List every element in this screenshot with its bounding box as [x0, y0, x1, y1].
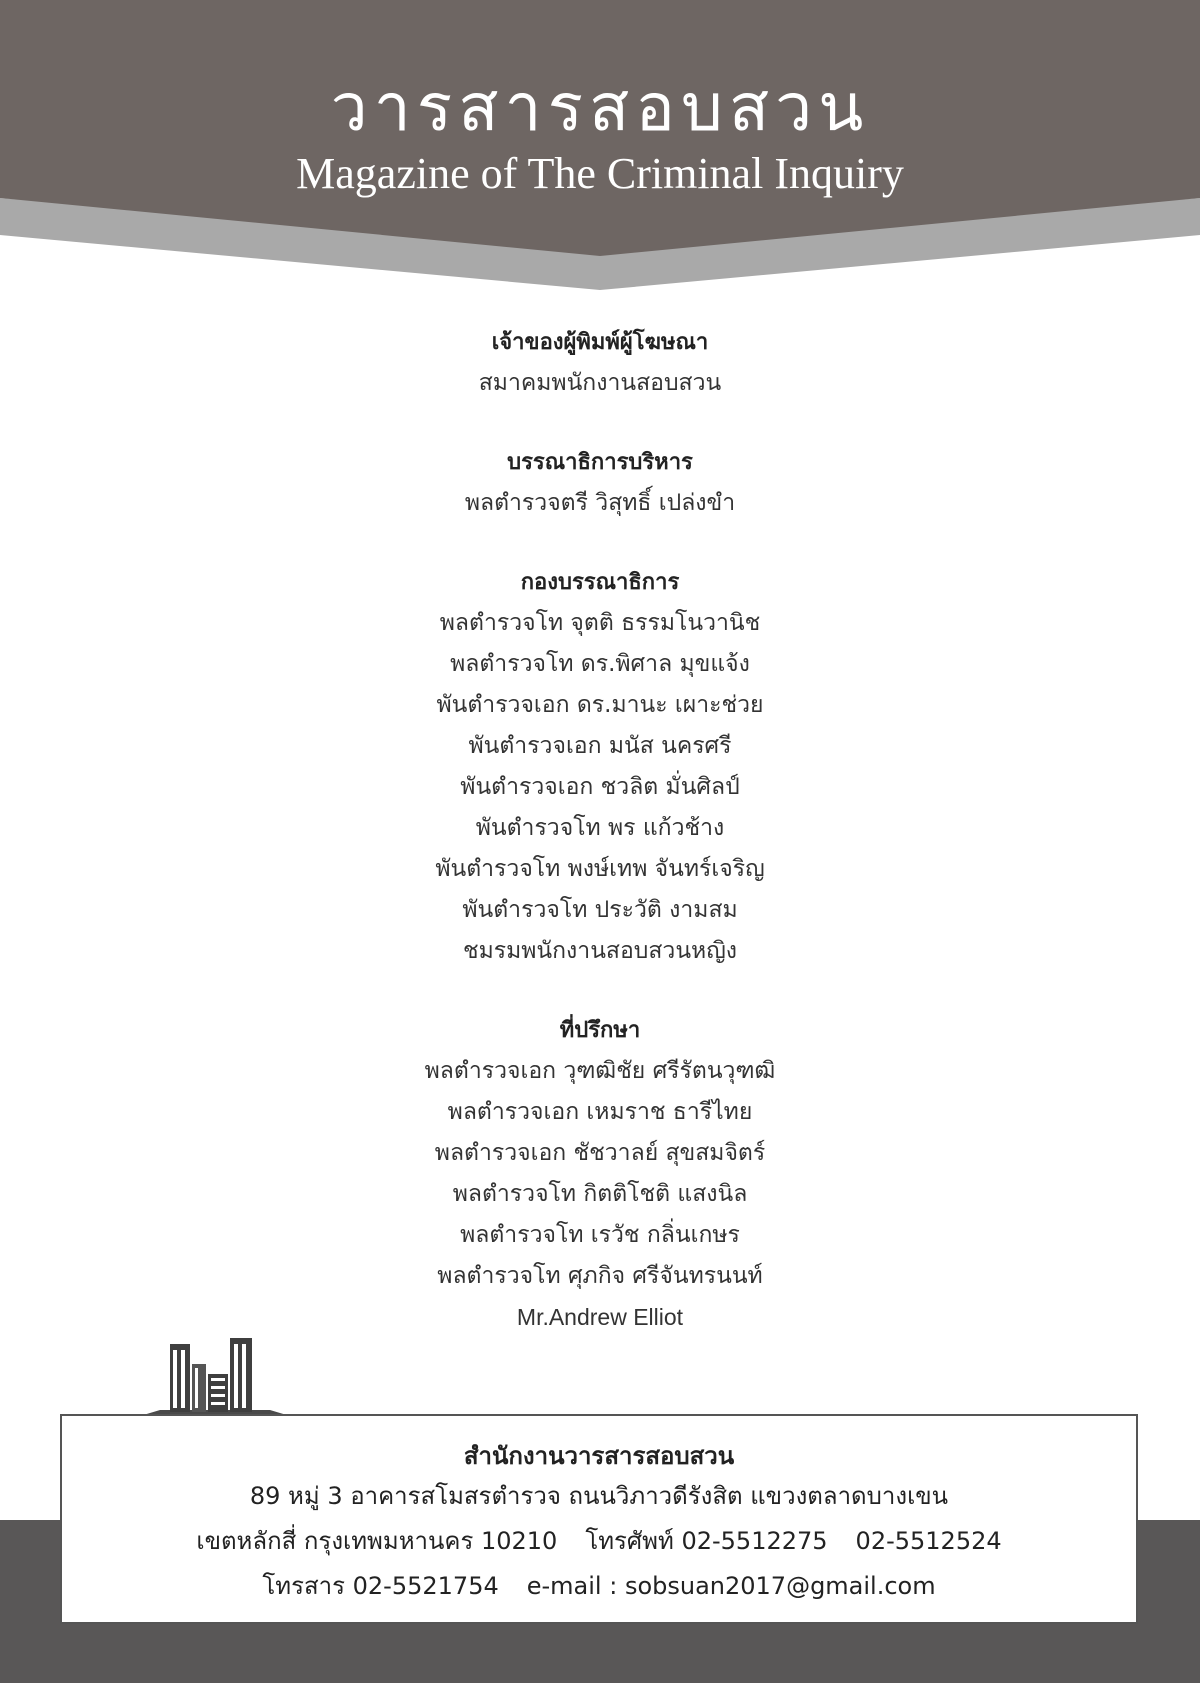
credit-line: พลตำรวจตรี วิสุทธิ์ เปล่งขำ — [464, 490, 736, 516]
credits — [0, 322, 1200, 1376]
section-heading: กองบรรณาธิการ — [520, 570, 680, 595]
phone-label: โทรศัพท์ — [585, 1527, 674, 1555]
credit-line: พลตำรวจโท จุตติ ธรรมโนวานิช — [439, 610, 761, 636]
credit-line: พลตำรวจเอก เหมราช ธารีไทย — [447, 1099, 753, 1125]
credit-line: พลตำรวจโท เรวัช กลิ่นเกษร — [460, 1222, 740, 1248]
credit-line: พลตำรวจโท ศุภกิจ ศรีจันทรนนท์ — [437, 1263, 763, 1289]
header-banner — [0, 0, 1200, 300]
credit-line: สมาคมพนักงานสอบสวน — [478, 370, 722, 396]
email-address[interactable]: sobsuan2017@gmail.com — [624, 1572, 936, 1600]
office-name: สำนักงานวารสารสอบสวน — [463, 1442, 735, 1470]
phone-number-2: 02-5512524 — [855, 1527, 1002, 1555]
fax-email-line — [62, 1564, 1136, 1609]
buildings-illustration — [140, 1338, 290, 1422]
magazine-title-english: Magazine of The Criminal Inquiry — [296, 149, 904, 198]
credit-line: พันตำรวจเอก ดร.มานะ เผาะช่วย — [436, 692, 764, 718]
credit-line: พลตำรวจเอก วุฑฒิชัย ศรีรัตนวุฑฒิ — [424, 1058, 776, 1084]
email-label: e-mail : — [526, 1572, 618, 1600]
credit-line: ชมรมพนักงานสอบสวนหญิง — [462, 938, 738, 964]
contact-box — [60, 1414, 1138, 1624]
section-owner — [0, 322, 1200, 404]
buildings-icon — [140, 1338, 290, 1418]
section-advisors — [0, 1010, 1200, 1338]
section-heading: บรรณาธิการบริหาร — [507, 450, 693, 475]
fax-label: โทรสาร — [262, 1572, 345, 1600]
credit-line: พันตำรวจโท พร แก้วช้าง — [475, 815, 725, 841]
credit-line: พันตำรวจเอก ชวลิต มั่นศิลป์ — [460, 774, 740, 800]
credit-line: พลตำรวจโท กิตติโชติ แสงนิล — [452, 1181, 748, 1207]
section-editorial-board — [0, 562, 1200, 972]
credit-line: พลตำรวจโท ดร.พิศาล มุขแจ้ง — [450, 651, 750, 677]
section-executive-editor — [0, 442, 1200, 524]
phone-number-1: 02-5512275 — [681, 1527, 828, 1555]
fax-number: 02-5521754 — [352, 1572, 499, 1600]
magazine-title-thai: วารสารสอบสวน — [330, 69, 870, 146]
address-line-2: เขตหลักสี่ กรุงเทพมหานคร 10210 — [196, 1527, 558, 1555]
address-line-1: 89 หมู่ 3 อาคารสโมสรตำรวจ ถนนวิภาวดีรังสิต แขวงตลาดบางเขน — [249, 1482, 949, 1510]
credit-line: พันตำรวจเอก มนัส นครศรี — [468, 733, 732, 759]
section-heading: เจ้าของผู้พิมพ์ผู้โฆษณา — [491, 330, 709, 355]
address-phone-line — [62, 1519, 1136, 1564]
section-heading: ที่ปรึกษา — [559, 1018, 641, 1043]
credit-line: พันตำรวจโท พงษ์เทพ จันทร์เจริญ — [435, 856, 765, 882]
credit-line: พันตำรวจโท ประวัติ งามสม — [462, 897, 738, 923]
credit-line: Mr.Andrew Elliot — [516, 1304, 684, 1330]
credit-line: พลตำรวจเอก ชัชวาลย์ สุขสมจิตร์ — [434, 1140, 766, 1166]
